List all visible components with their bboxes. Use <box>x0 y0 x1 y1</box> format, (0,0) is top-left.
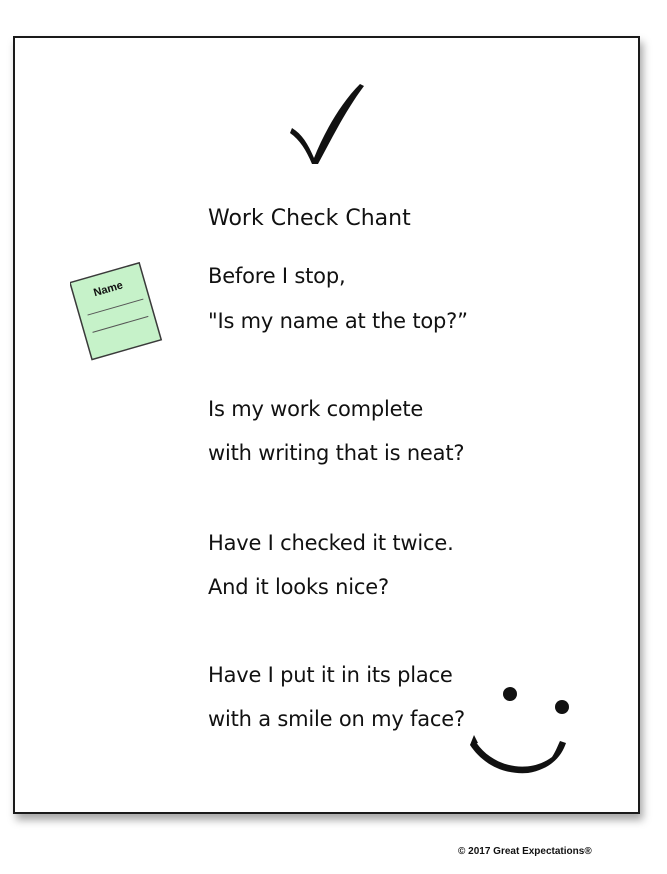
chant-title: Work Check Chant <box>208 206 411 231</box>
copyright-notice: © 2017 Great Expectations® <box>458 846 592 857</box>
smiley-face-icon <box>468 683 580 779</box>
verse-line: And it looks nice? <box>208 575 389 599</box>
verse-line: with a smile on my face? <box>208 707 465 731</box>
name-paper-label: Name <box>92 279 125 300</box>
checkmark-icon <box>288 78 368 168</box>
verse-line: Before I stop, <box>208 264 346 288</box>
verse-line: with writing that is neat? <box>208 441 465 465</box>
verse-line: "Is my name at the top?” <box>208 309 468 333</box>
verse-line: Is my work complete <box>208 397 424 421</box>
name-paper-icon <box>70 262 170 362</box>
verse-line: Have I checked it twice. <box>208 531 454 555</box>
verse-line: Have I put it in its place <box>208 663 453 687</box>
